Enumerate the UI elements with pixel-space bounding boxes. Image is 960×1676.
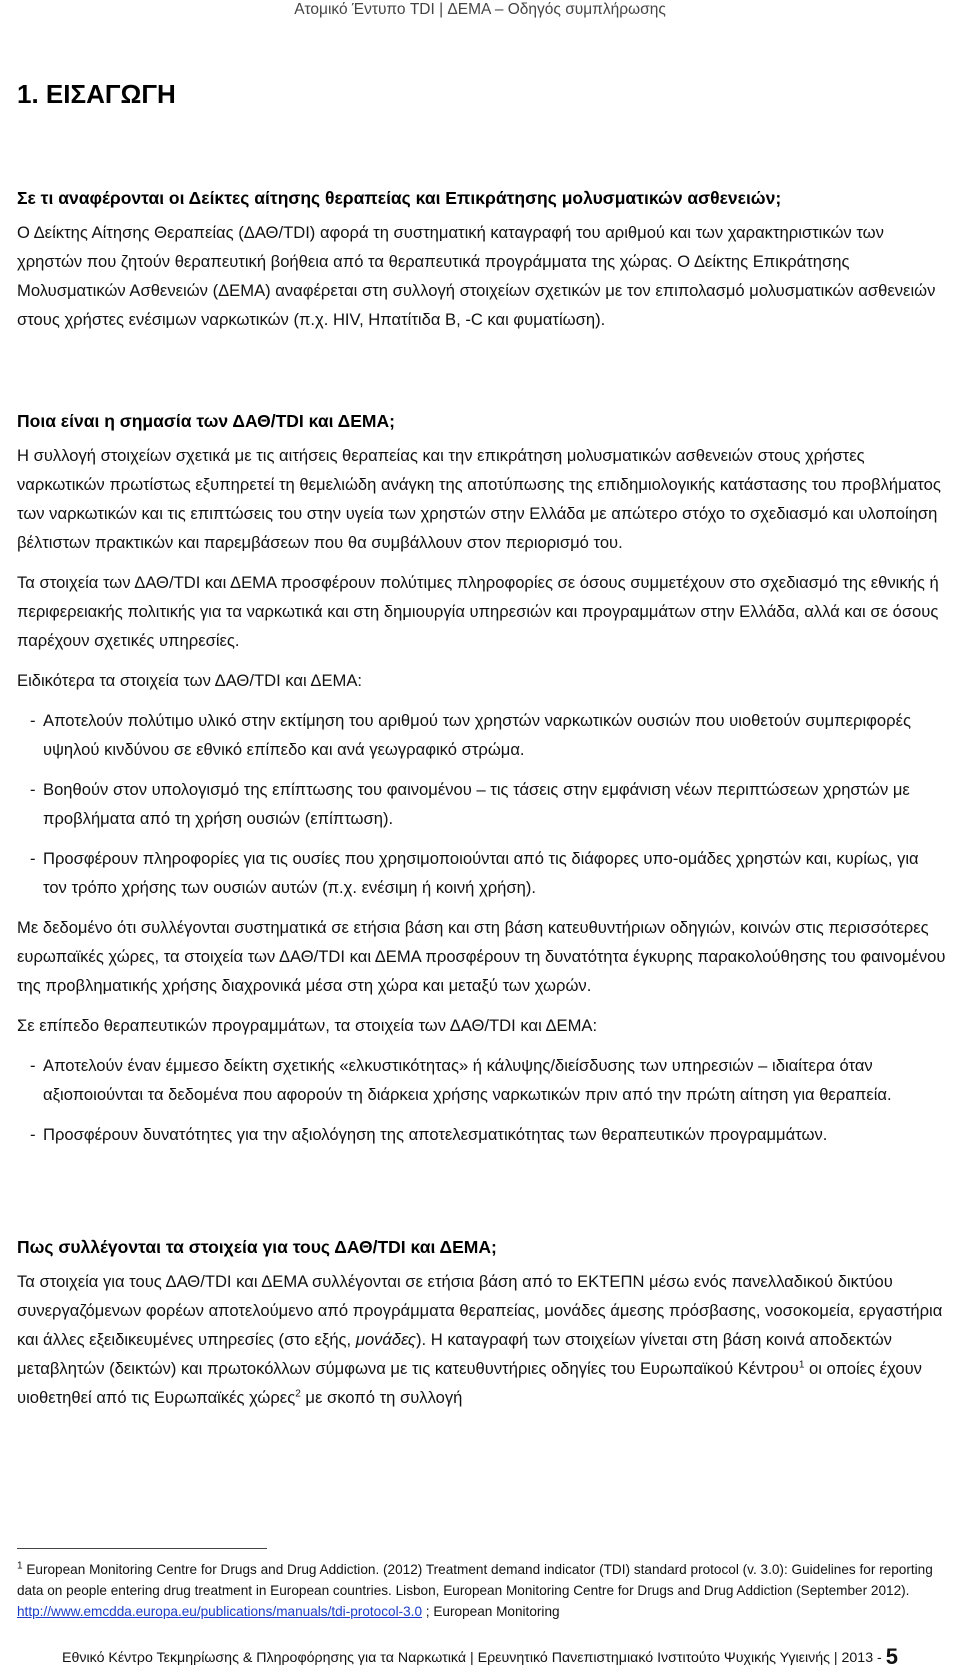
footnote bbox=[17, 1559, 947, 1622]
list-item: - Αποτελούν πολύτιμο υλικό στην εκτίμηση του αριθμού των χρηστών ναρκωτικών ουσιών που υιοθετούν συμπεριφορές υψηλού κινδύνου σε εθνικό επίπεδο και ανά γεωγραφικό στρώμα. bbox=[17, 706, 947, 764]
footnote-text: ; European Monitoring bbox=[422, 1604, 560, 1619]
bullet-list bbox=[17, 706, 947, 902]
text-run: οι οποίες έχουν υιοθετηθεί από τις Ευρωπαϊκές χώρες bbox=[17, 1359, 922, 1407]
bullet-list bbox=[17, 1051, 947, 1149]
section-title: 1. ΕΙΣΑΓΩΓΗ bbox=[17, 79, 176, 109]
paragraph: Ο Δείκτης Αίτησης Θεραπείας (ΔΑΘ/TDI) αφορά τη συστηματική καταγραφή του αριθμού και των χαρακτηριστικών των χρηστών που ζητούν θεραπευτική βοήθεια από τα θεραπευτικά προγράμματα της χώρας. Ο Δείκτης Επικράτησης Μολυσματικών Ασθενειών (ΔΕΜΑ) αναφέρεται στη συλλογή στοιχείων σχετικών με τον επιπολασμό μολυσματικών ασθενειών στους χρήστες ενέσιμων ναρκωτικών (π.χ. HIV, Ηπατίτιδα Β, -C και φυματίωση). bbox=[17, 223, 936, 329]
paragraph bbox=[17, 1267, 947, 1412]
footnote-text: European Monitoring Centre for Drugs and Drug Addiction. (2012) Treatment demand indicator (TDI) standard protocol (v. 3.0): Guidelines for reporting data on people entering drug treatment in European countries. Lisbon, European Monitoring Centre for Drugs and Drug Addiction (September 2012). bbox=[17, 1562, 933, 1598]
paragraph: Με δεδομένο ότι συλλέγονται συστηματικά σε ετήσια βάση και στη βάση κατευθυντήριων οδηγιών, κοινών στις περισσότερες ευρωπαϊκές χώρες, τα στοιχεία των ΔΑΘ/TDI και ΔΕΜΑ προσφέρουν τη δυνατότητα έγκυρης παρακολούθησης του φαινομένου της προβληματικής χρήσης διαχρονικά μέσα στη χώρα και μεταξύ των χωρών. bbox=[17, 918, 946, 995]
text-run: Τα στοιχεία για τους ΔΑΘ/TDI και ΔΕΜΑ συλλέγονται σε ετήσια βάση από το ΕΚΤΕΠΝ μέσω ενός πανελλαδικού δικτύου συνεργαζόμενων φορέων αποτελούμενο από προγράμματα θεραπείας, μονάδες άμεσης πρόσβασης, νοσοκομεία, εργαστήρια και άλλες εξειδικευμένες υπηρεσίες (στο εξής, bbox=[17, 1272, 943, 1349]
page-content bbox=[17, 78, 947, 1412]
footnote-divider bbox=[17, 1548, 267, 1549]
question-heading-3: Πως συλλέγονται τα στοιχεία για τους ΔΑΘ/TDI και ΔΕΜΑ; bbox=[17, 1237, 497, 1257]
list-item: - Αποτελούν έναν έμμεσο δείκτη σχετικής «ελκυστικότητας» ή κάλυψης/διείσδυσης των υπηρεσιών – ιδιαίτερα όταν αξιοποιούνται τα δεδομένα που αφορούν τη διάρκεια χρήσης ναρκωτικών πριν από την πρώτη αίτηση για θεραπεία. bbox=[17, 1051, 947, 1109]
emphasis-text: μονάδες bbox=[355, 1330, 416, 1349]
footnote-number: 1 bbox=[17, 1560, 23, 1572]
list-item: - Προσφέρουν δυνατότητες για την αξιολόγηση της αποτελεσματικότητας των θεραπευτικών προγραμμάτων. bbox=[17, 1120, 947, 1149]
list-item: - Προσφέρουν πληροφορίες για τις ουσίες που χρησιμοποιούνται από τις διάφορες υπο-ομάδες χρηστών και, κυρίως, για τον τρόπο χρήσης των ουσιών αυτών (π.χ. ενέσιμη ή κοινή χρήση). bbox=[17, 844, 947, 902]
text-run: ). Η καταγραφή των στοιχείων γίνεται στη βάση κοινά αποδεκτών μεταβλητών (δεικτών) και πρωτοκόλλων σύμφωνα με τις κατευθυντήριες οδηγίες του Ευρωπαϊκού Κέντρου bbox=[17, 1330, 892, 1378]
paragraph: Τα στοιχεία των ΔΑΘ/TDI και ΔΕΜΑ προσφέρουν πολύτιμες πληροφορίες σε όσους συμμετέχουν στο σχεδιασμό της εθνικής ή περιφερειακής πολιτικής για τα ναρκωτικά και στη δημιουργία υπηρεσιών και προγραμμάτων στην Ελλάδα, αλλά και σε όσους παρέχουν σχετικές υπηρεσίες. bbox=[17, 573, 939, 650]
footer-text: Εθνικό Κέντρο Τεκμηρίωσης & Πληροφόρησης για τα Ναρκωτικά | Ερευνητικό Πανεπιστημιακό Ινστιτούτο Ψυχικής Υγιεινής | 2013 - bbox=[62, 1650, 886, 1666]
paragraph: Ειδικότερα τα στοιχεία των ΔΑΘ/TDI και ΔΕΜΑ: bbox=[17, 671, 363, 690]
page-number: 5 bbox=[885, 1644, 898, 1669]
footnote-link[interactable]: http://www.emcdda.europa.eu/publications/manuals/tdi-protocol-3.0 bbox=[17, 1604, 423, 1619]
paragraph: Η συλλογή στοιχείων σχετικά με τις αιτήσεις θεραπείας και την επικράτηση μολυσματικών ασθενειών στους χρήστες ναρκωτικών πρωτίστως εξυπηρετεί τη θεμελιώδη ανάγκη της αποτύπωσης της επιδημιολογικής κατάστασης του προβλήματος των ναρκωτικών και τις επιπτώσεις του στην υγεία των χρηστών στην Ελλάδα με απώτερο στόχο το σχεδιασμό και υλοποίηση βέλτιστων πρακτικών και παρεμβάσεων που θα συμβάλλουν στον περιορισμό του. bbox=[17, 446, 941, 552]
paragraph: Σε επίπεδο θεραπευτικών προγραμμάτων, τα στοιχεία των ΔΑΘ/TDI και ΔΕΜΑ: bbox=[17, 1016, 598, 1035]
running-header: Ατομικό Έντυπο TDI | ΔΕΜΑ – Οδηγός συμπλήρωσης bbox=[294, 1, 666, 18]
page-footer bbox=[0, 1646, 960, 1669]
question-heading-1: Σε τι αναφέρονται οι Δείκτες αίτησης θεραπείας και Επικράτησης μολυσματικών ασθενειών; bbox=[17, 188, 782, 208]
list-item: - Βοηθούν στον υπολογισμό της επίπτωσης του φαινομένου – τις τάσεις στην εμφάνιση νέων περιπτώσεων χρηστών με προβλήματα από τη χρήση ουσιών (επίπτωση). bbox=[17, 775, 947, 833]
footnote-ref[interactable]: 2 bbox=[295, 1388, 301, 1400]
footnote-ref[interactable]: 1 bbox=[798, 1359, 805, 1371]
text-run: με σκοπό τη συλλογή bbox=[300, 1388, 463, 1407]
question-heading-2: Ποια είναι η σημασία των ΔΑΘ/TDI και ΔΕΜΑ; bbox=[17, 411, 395, 431]
